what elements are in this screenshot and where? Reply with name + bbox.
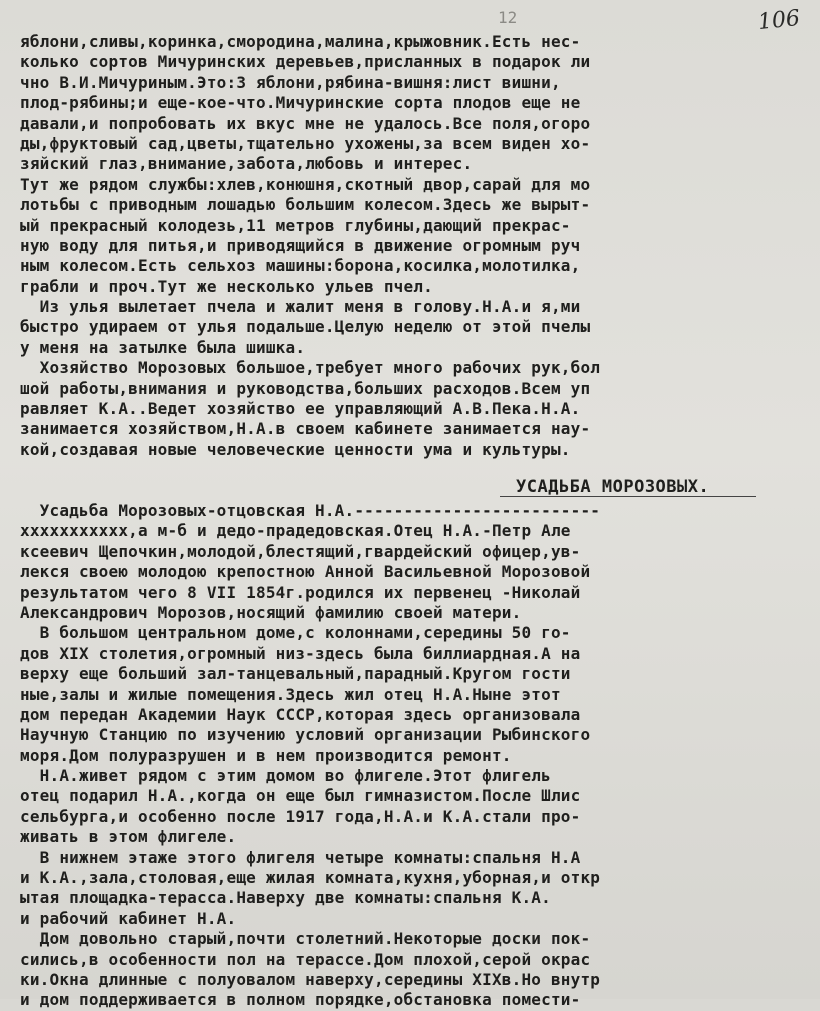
text-line: ксеевич Щепочкин,молодой,блестящий,гвардейский офицер,ув- <box>20 541 581 561</box>
text-line: плод-рябины;и еще-кое-что.Мичуринские сорта плодов еще не <box>20 93 581 113</box>
archive-folio-stamp: 106 <box>756 5 802 36</box>
text-line <box>20 460 810 480</box>
text-line: сельбурга,и особенно после 1917 года,Н.А.и К.А.стали про- <box>20 806 581 826</box>
section-heading: УСАДЬБА МОРОЗОВЫХ. <box>516 477 710 497</box>
text-line: равляет К.А..Ведет хозяйство ее управляющий А.В.Пека.Н.А. <box>20 399 581 419</box>
text-line: ным колесом.Есть сельхоз машины:борона,косилка,молотилка, <box>20 256 581 276</box>
text-line: грабли и проч.Тут же несколько ульев пчел. <box>20 276 433 296</box>
text-line: ытая площадка-терасса.Наверху две комнаты:спальня К.А. <box>20 888 551 908</box>
text-line: у меня на затылке была шишка. <box>20 337 306 357</box>
text-line: Н.А.живет рядом с этим домом во флигеле.Этот флигель <box>20 766 551 786</box>
text-line: ххххххххххх,а м-б и дедо-прадедовская.Отец Н.А.-Петр Але <box>20 521 571 541</box>
text-line: лотьбы с приводным лошадью большим колесом.Здесь же вырыт- <box>20 195 591 215</box>
text-line: яблони,сливы,коринка,смородина,малина,крыжовник.Есть нес- <box>20 32 581 51</box>
text-line: верху еще больший зал-танцевальный,парадный.Кругом гости <box>20 664 571 684</box>
text-line: результатом чего 8 VII 1854г.родился их первенец -Николай <box>20 582 581 602</box>
text-line: зяйский глаз,внимание,забота,любовь и интерес. <box>20 154 473 174</box>
text-line: Из улья вылетает пчела и жалит меня в голову.Н.А.и я,ми <box>20 297 581 317</box>
text-line: Тут же рядом службы:хлев,конюшня,скотный двор,сарай для мо <box>20 174 591 194</box>
text-line: колько сортов Мичуринских деревьев,присланных в подарок ли <box>20 52 591 72</box>
text-line: ную воду для питья,и приводящийся в движение огромным руч <box>20 235 581 255</box>
text-line: дов XIX столетия,огромный низ-здесь была биллиардная.А на <box>20 643 581 663</box>
text-line: занимается хозяйством,Н.А.в своем кабинете занимается нау- <box>20 419 591 439</box>
text-line: давали,и попробовать их вкус мне не удалось.Все поля,огоро <box>20 113 591 133</box>
text-line: ды,фруктовый сад,цветы,тщательно ухожены,за всем виден хо- <box>20 133 591 153</box>
text-line: шой работы,внимания и руководства,больших расходов.Всем уп <box>20 378 591 398</box>
text-line: сились,в особенности пол на терассе.Дом плохой,серой окрас <box>20 949 591 969</box>
text-line: быстро удираем от улья подальше.Целую неделю от этой пчелы <box>20 317 591 337</box>
text-line: и К.А.,зала,столовая,еще жилая комната,кухня,уборная,и откр <box>20 868 601 888</box>
text-line: дом передан Академии Наук СССР,которая здесь организовала <box>20 704 581 724</box>
text-line: моря.Дом полуразрушен и в нем производится ремонт. <box>20 745 512 765</box>
text-line: Хозяйство Морозовых большое,требует много рабочих рук,бол <box>20 358 601 378</box>
text-line: В большом центральном доме,с колоннами,середины 50 го- <box>20 623 571 643</box>
text-line <box>20 481 810 501</box>
text-line: чно В.И.Мичуриным.Это:3 яблони,рябина-вишня:лист вишни, <box>20 72 561 92</box>
text-line: Научную Станцию по изучению условий организации Рыбинского <box>20 725 591 745</box>
text-line: ый прекрасный колодезь,11 метров глубины,дающий прекрас- <box>20 215 571 235</box>
text-line: отец подарил Н.А.,когда он еще был гимназистом.После Шлис <box>20 786 581 806</box>
text-line: и дом поддерживается в полном порядке,обстановка помести- <box>20 990 581 1010</box>
text-line: ки.Окна длинные с полуовалом наверху,середины XIXв.Но внутр <box>20 969 601 989</box>
text-line: Александрович Морозов,носящий фамилию своей матери. <box>20 602 522 622</box>
text-line: Усадьба Морозовых-отцовская Н.А.------------------------- <box>20 500 601 520</box>
text-line: В нижнем этаже этого флигеля четыре комнаты:спальня Н.А <box>20 847 581 867</box>
text-line: и рабочий кабинет Н.А. <box>20 908 237 928</box>
text-line: кой,создавая новые человеческие ценности ума и культуры. <box>20 439 571 459</box>
text-line: Дом довольно старый,почти столетний.Некоторые доски пок- <box>20 929 591 949</box>
text-line: живать в этом флигеле. <box>20 827 237 847</box>
text-line: ные,залы и жилые помещения.Здесь жил отец Н.А.Ныне этот <box>20 684 561 704</box>
page-number: 12 <box>498 8 518 27</box>
text-line: лекся своею молодою крепостною Анной Васильевной Морозовой <box>20 562 591 582</box>
typed-text-body <box>20 32 810 1011</box>
